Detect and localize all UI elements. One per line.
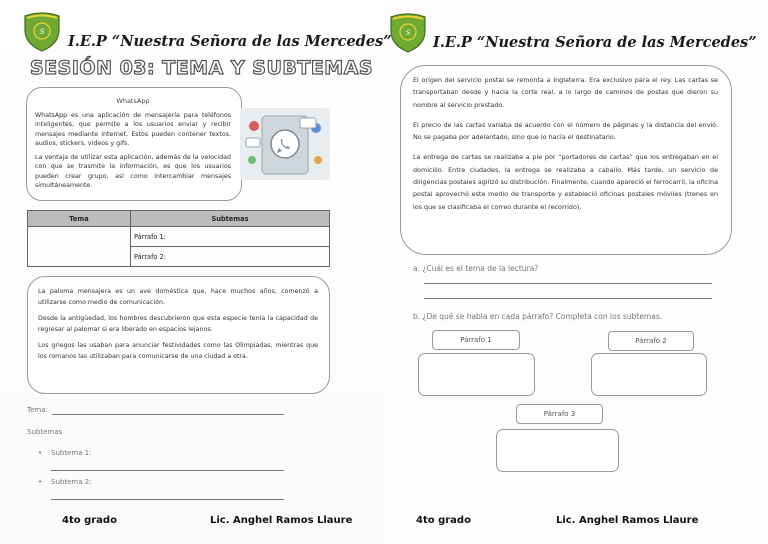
tema-label: Tema: — [27, 406, 48, 414]
school-name: I.E.P “Nuestra Señora de las Mercedes” — [68, 33, 392, 50]
parrafo-1-answer-box[interactable] — [418, 353, 535, 396]
subtema-2-label: Subtema 2: — [51, 478, 92, 486]
subtema-1-answer-line[interactable] — [51, 470, 284, 471]
question-b: b. ¿De qué se habla en cada párrafo? Completa con los subtemas. — [413, 312, 663, 321]
parrafo-2-cell[interactable]: Párrafo 2: — [131, 247, 330, 267]
postal-paragraph-2: El precio de las cartas variaba de acuerdo con el número de páginas y la distancia del envió. No se pagaba por adelantado, sino que lo hacía el destinatario. — [413, 120, 718, 142]
paloma-paragraph-3: Los griegos las usaban para anunciar festividades como las Olimpiadas, mientras que los romanos las utilizaban para comunicarse de una ciudad a otra. — [38, 342, 318, 360]
paloma-paragraph-2: Desde la antigüedad, los hombres descubrieron que esta especie tenía la capacidad de regresar al palomar si era liberado en espacios lejanos. — [38, 315, 318, 333]
whatsapp-paragraph-2: La ventaja de utilizar esta aplicación, además de la velocidad con que se trasmite la información, es que los usuarios pueden crear grupo, así como intercambiar mensajes simultáneamente. — [35, 154, 231, 190]
footer-teacher: Lic. Anghel Ramos Llaure — [210, 515, 353, 526]
footer-grade-right: 4to grado — [416, 515, 471, 526]
parrafo-2-answer-box[interactable] — [591, 353, 707, 396]
question-a-line-2[interactable] — [424, 298, 712, 299]
session-title: SESIÓN 03: TEMA Y SUBTEMAS — [30, 57, 374, 79]
whatsapp-illustration-icon — [240, 108, 330, 180]
parrafo-1-label: Párrafo 1 — [432, 330, 520, 350]
svg-text:S: S — [405, 29, 411, 37]
postal-text — [413, 74, 718, 218]
school-name-right: I.E.P “Nuestra Señora de las Mercedes” — [433, 34, 757, 51]
subtemas-label: Subtemas — [27, 428, 63, 436]
footer-teacher-right: Lic. Anghel Ramos Llaure — [556, 515, 699, 526]
table-header-subtemas: Subtemas — [131, 211, 330, 227]
table-header-tema: Tema — [28, 211, 131, 227]
tema-answer-cell[interactable] — [28, 227, 131, 267]
subtema-2-answer-line[interactable] — [51, 499, 284, 500]
subtema-1-label: Subtema 1: — [51, 449, 92, 457]
question-a-line-1[interactable] — [424, 283, 712, 284]
parrafo-2-label: Párrafo 2 — [608, 331, 694, 351]
school-shield-logo-icon — [23, 12, 61, 52]
whatsapp-paragraph-1: WhatsApp es una aplicación de mensajería para teléfonos inteligentes, que permite a los usuarios enviar y recibir mensajes mediante internet. Estos pueden contener textos, audios, stickers, videos y gifs. — [35, 112, 231, 147]
whatsapp-title: WhatsApp — [116, 97, 150, 105]
tema-subtemas-table — [27, 210, 330, 267]
subtema-2-bullet: • — [38, 478, 43, 486]
paloma-text — [38, 287, 318, 367]
footer-grade: 4to grado — [62, 515, 117, 526]
tema-answer-line[interactable] — [52, 414, 284, 415]
subtema-1-bullet: • — [38, 449, 43, 457]
postal-paragraph-3: La entrega de cartas se realizaba a pie por “portadores de cartas” que los entregaban en el domicilio. Entre ciudades, la entrega se realizaba a caballo. Más tarde, un servicio de diligencias postales agilizó su distribución. Finalmente, cuando apareció el ferrocarril, la oficina postal aprovechó este medio de transporte y estableció oficinas postales móviles (trenes en los que se clasificaba el correo durante el recorrido). — [413, 153, 718, 211]
postal-paragraph-1: El origen del servicio postal se remonta a Inglaterra. Era exclusivo para el rey. Las cartas se transportaban desde y hacia la corte real, a lo largo de caminos de postas que dieron su nombre al servicio prestado. — [413, 76, 718, 109]
paloma-paragraph-1: La paloma mensajera es un ave doméstica que, hace muchos años, comenzó a utilizarse como medio de comunicación. — [38, 288, 318, 306]
parrafo-1-cell[interactable]: Párrafo 1: — [131, 227, 330, 247]
whatsapp-text — [35, 111, 231, 195]
question-a: a. ¿Cuál es el tema de la lectura? — [413, 264, 539, 273]
parrafo-3-answer-box[interactable] — [496, 429, 619, 472]
parrafo-3-label: Párrafo 3 — [516, 404, 603, 424]
svg-text:S: S — [39, 28, 45, 36]
school-shield-logo-icon — [389, 13, 427, 53]
